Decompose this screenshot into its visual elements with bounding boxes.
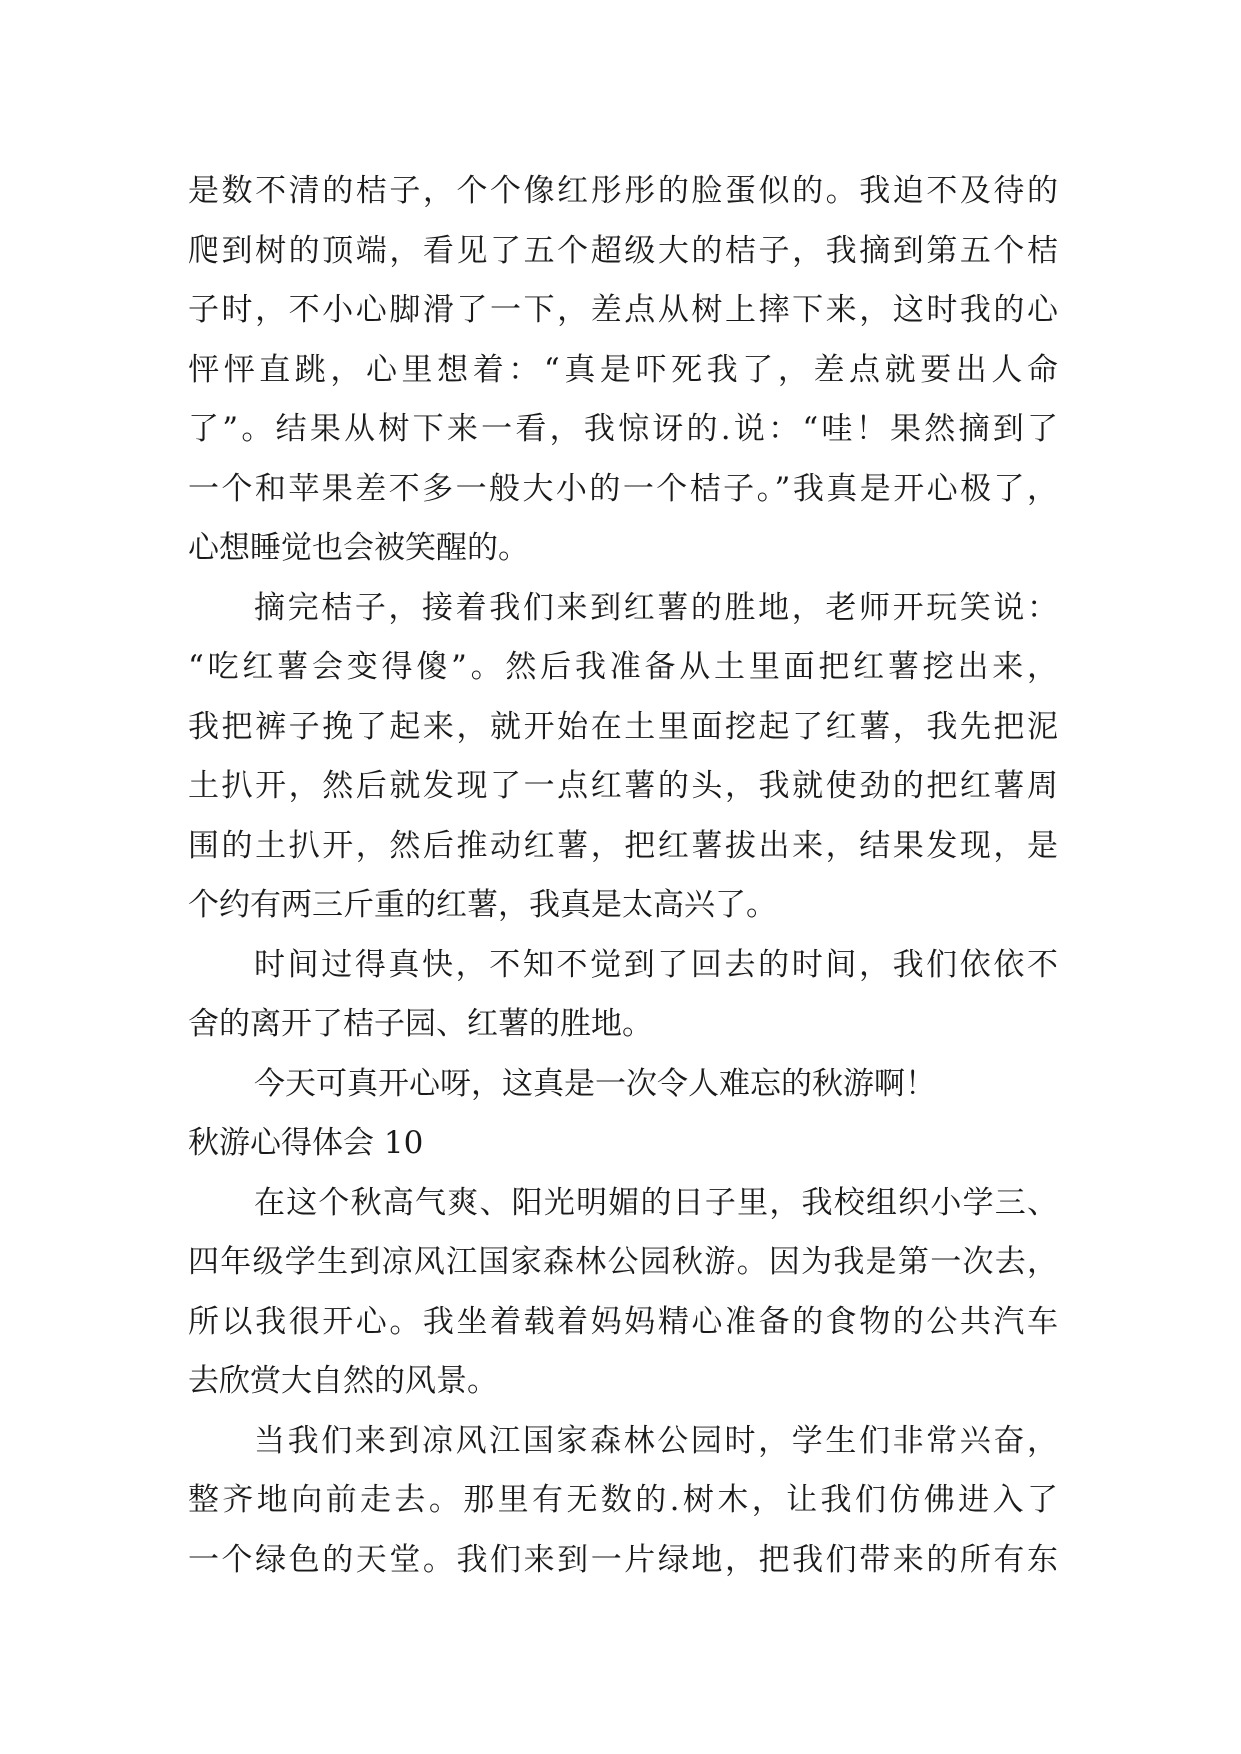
text-line: 爬到树的顶端，看见了五个超级大的桔子，我摘到第五个桔	[188, 232, 1058, 269]
text-line: 摘完桔子，接着我们来到红薯的胜地，老师开玩笑说：	[254, 589, 1058, 626]
text-line: 土扒开，然后就发现了一点红薯的头，我就使劲的把红薯周	[188, 768, 1058, 804]
text-line: 怦怦直跳，心里想着：“真是吓死我了，差点就要出人命	[188, 351, 1058, 388]
text-line: 所以我很开心。我坐着载着妈妈精心准备的食物的公共汽车	[188, 1303, 1058, 1340]
text-line: “吃红薯会变得傻”。然后我准备从土里面把红薯挖出来，	[188, 649, 1058, 685]
text-line: 一个和苹果差不多一般大小的一个桔子。”我真是开心极了，	[188, 470, 1058, 507]
text-line: 舍的离开了桔子园、红薯的胜地。	[188, 1006, 653, 1042]
text-line: 我把裤子挽了起来，就开始在土里面挖起了红薯，我先把泥	[188, 708, 1058, 745]
text-line: 了”。结果从树下来一看，我惊讶的.说：“哇！果然摘到了	[188, 411, 1058, 447]
text-line: 时间过得真快，不知不觉到了回去的时间，我们依依不	[254, 946, 1058, 983]
text-line: 子时，不小心脚滑了一下，差点从树上摔下来，这时我的心	[188, 292, 1058, 328]
text-line: 在这个秋高气爽、阳光明媚的日子里，我校组织小学三、	[254, 1184, 1058, 1221]
section-heading: 秋游心得体会 10	[188, 1125, 424, 1161]
text-line: 今天可真开心呀，这真是一次令人难忘的秋游啊！	[254, 1065, 936, 1102]
text-line: 当我们来到凉风江国家森林公园时，学生们非常兴奋，	[254, 1422, 1058, 1459]
text-line: 去欣赏大自然的风景。	[188, 1363, 498, 1399]
text-line: 心想睡觉也会被笑醒的。	[188, 530, 529, 566]
text-line: 围的土扒开，然后推动红薯，把红薯拔出来，结果发现，是	[188, 827, 1058, 864]
text-line: 四年级学生到凉风江国家森林公园秋游。因为我是第一次去，	[188, 1244, 1058, 1280]
text-line: 整齐地向前走去。那里有无数的.树木，让我们仿佛进入了	[188, 1482, 1058, 1518]
text-line: 个约有两三斤重的红薯，我真是太高兴了。	[188, 887, 777, 923]
document-body	[188, 162, 1058, 1590]
text-line: 是数不清的桔子，个个像红彤彤的脸蛋似的。我迫不及待的	[188, 173, 1058, 209]
text-line: 一个绿色的天堂。我们来到一片绿地，把我们带来的所有东	[188, 1541, 1058, 1578]
